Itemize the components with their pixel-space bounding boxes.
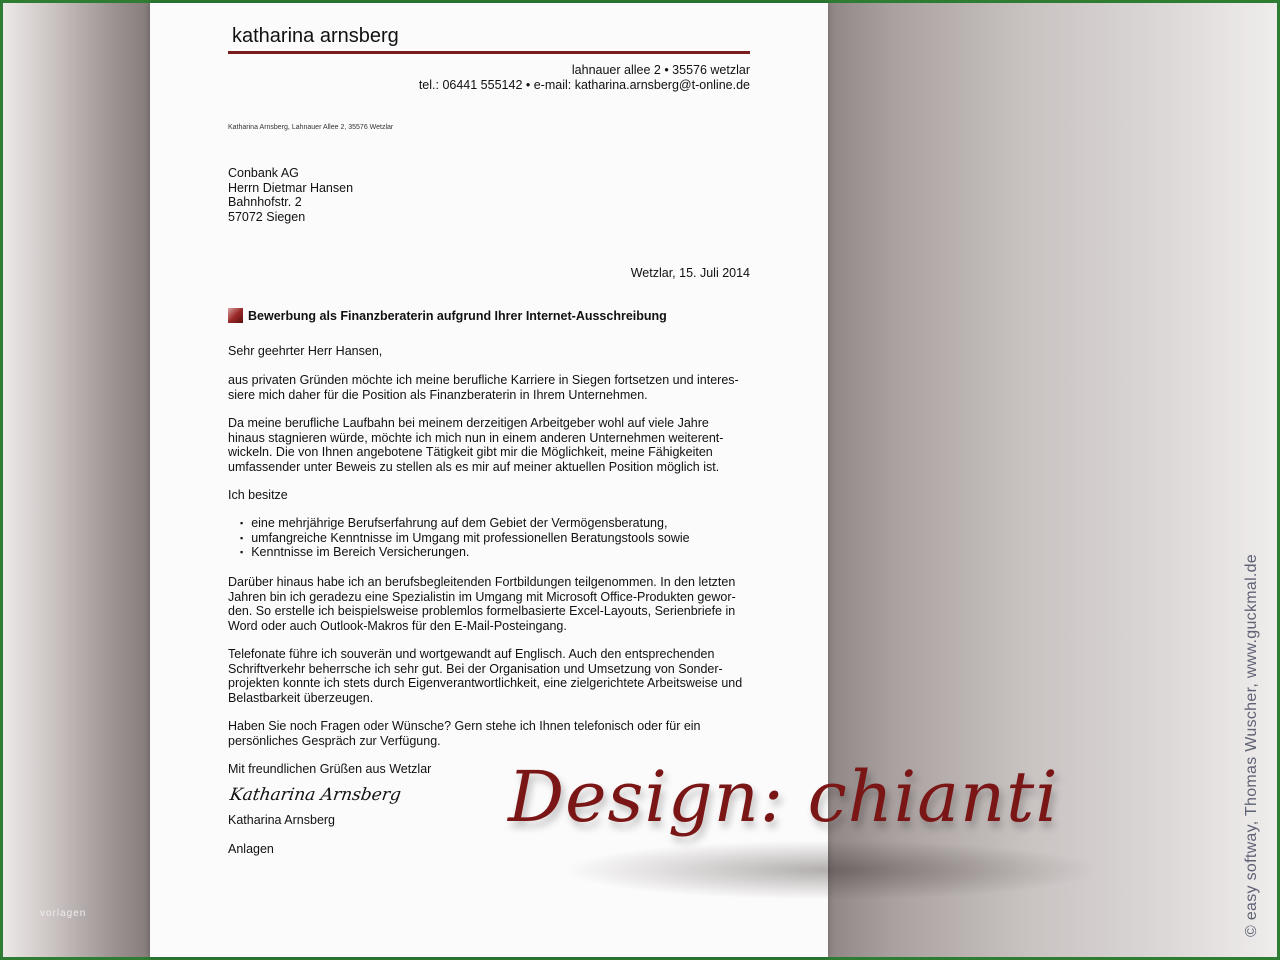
paragraph-4: Darüber hinaus habe ich an berufsbegleitenden Fortbildungen teilgenommen. In den letzten Jahren bin ich geradezu eine Spezialistin im Umgang mit Microsoft Office-Produkten gewor- den. So erstelle ich beispielsweise problemlos formelbasierte Excel-Layouts, Serienbriefe in Word oder auch Outlook-Makros für den E-Mail-Posteingang.	[228, 575, 736, 633]
paragraph-5: Telefonate führe ich souverän und wortgewandt auf Englisch. Auch den entsprechenden Schriftverkehr beherrsche ich sehr gut. Bei der Organisation und Umsetzung von Sonder- projekten konnte ich stets durch Eigenverantwortlichkeit, eine zielgerichtete Arbeitsweise und Belastbarkeit überzeugen.	[228, 647, 743, 705]
sender-return-line: Katharina Arnsberg, Lahnauer Allee 2, 35576 Wetzlar	[228, 124, 394, 131]
letterhead-name: katharina arnsberg	[232, 25, 399, 47]
design-label: Design: chianti	[508, 756, 1059, 838]
paragraph-6: Haben Sie noch Fragen oder Wünsche? Gern stehe ich Ihnen telefonisch oder für ein persönliches Gespräch zur Verfügung.	[228, 719, 701, 748]
handwritten-signature: Katharina Arnsberg	[228, 785, 403, 805]
qualifications-list	[240, 516, 690, 560]
salutation: Sehr geehrter Herr Hansen,	[228, 344, 383, 358]
paragraph-3: Ich besitze	[228, 488, 288, 502]
subject-text: Bewerbung als Finanzberaterin aufgrund Ihrer Internet-Ausschreibung	[248, 308, 667, 323]
enclosures: Anlagen	[228, 842, 274, 856]
copyright-notice: © easy softway, Thomas Wuscher, www.guckmal.de	[1243, 553, 1260, 937]
subject-marker-icon	[228, 308, 243, 323]
recipient-street: Bahnhofstr. 2	[228, 195, 302, 209]
design-label-shadow	[560, 840, 1100, 900]
letterhead-rule	[228, 51, 750, 54]
background-left	[3, 3, 150, 957]
list-item: ▪ Kenntnisse im Bereich Versicherungen.	[240, 545, 690, 560]
letter-date: Wetzlar, 15. Juli 2014	[630, 266, 750, 280]
paragraph-2: Da meine berufliche Laufbahn bei meinem derzeitigen Arbeitgeber wohl auf viele Jahre hinaus stagnieren würde, möchte ich mich nun in einem anderen Unternehmen weiterent- wickeln. Die von Ihnen angebotene Tätigkeit gibt mir die Möglichkeit, meine Fähigkeiten umfassender unter Beweis zu stellen als es mir auf meiner aktuellen Position möglich ist.	[228, 416, 724, 474]
closing: Mit freundlichen Grüßen aus Wetzlar	[228, 762, 432, 776]
subject-line	[228, 308, 667, 323]
recipient-city: 57072 Siegen	[228, 209, 306, 224]
printed-name: Katharina Arnsberg	[228, 813, 336, 827]
watermark-text: vorlagen	[40, 908, 87, 919]
recipient-company: Conbank AG	[228, 166, 299, 180]
paragraph-1: aus privaten Gründen möchte ich meine berufliche Karriere in Siegen fortsetzen und interes- siere mich daher für die Position als Finanzberaterin in Ihrem Unternehmen.	[228, 373, 739, 402]
letterhead-address: lahnauer allee 2 • 35576 wetzlar	[571, 63, 750, 77]
letterhead-contact: tel.: 06441 555142 • e-mail: katharina.arnsberg@t-online.de	[418, 78, 750, 92]
recipient-block	[228, 166, 353, 224]
list-item: ▪ eine mehrjährige Berufserfahrung auf dem Gebiet der Vermögensberatung,	[240, 516, 690, 531]
recipient-person: Herrn Dietmar Hansen	[228, 180, 354, 195]
list-item: ▪ umfangreiche Kenntnisse im Umgang mit professionellen Beratungstools sowie	[240, 531, 690, 546]
